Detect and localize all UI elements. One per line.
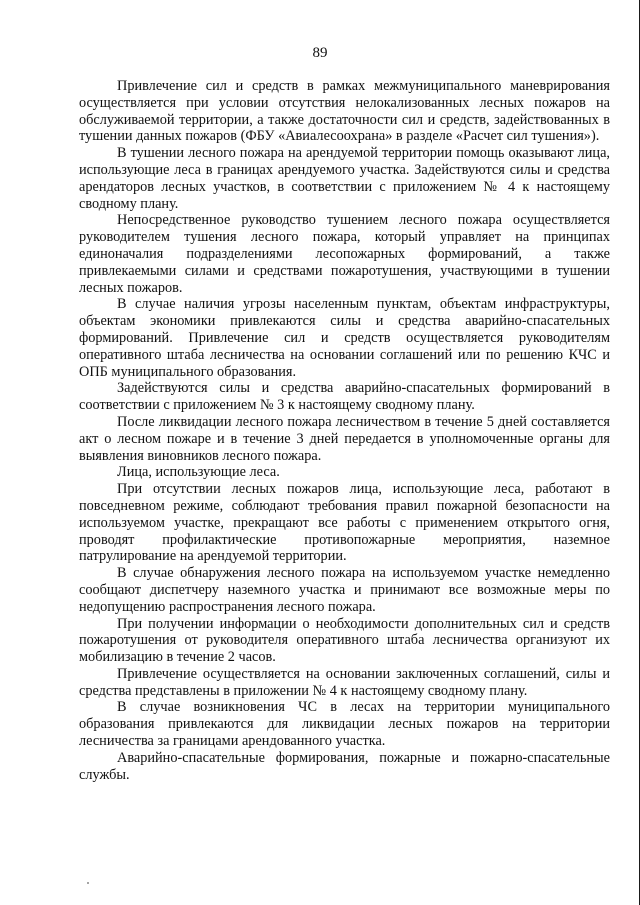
page-number: 89	[312, 45, 328, 61]
scan-speck	[87, 882, 89, 884]
paragraph: В случае обнаружения лесного пожара на используемом участке немедленно сообщают диспетчеру наземного участка и принимают все возможные меры по недопущению распространения лесного пожара.	[79, 565, 610, 615]
paragraph: Задействуются силы и средства аварийно-спасательных формирований в соответствии с приложением № 3 к настоящему сводному плану.	[79, 380, 610, 414]
paragraph: Аварийно-спасательные формирования, пожарные и пожарно-спасательные службы.	[79, 749, 610, 783]
paragraph: Лица, использующие леса.	[117, 464, 280, 481]
paragraph: В тушении лесного пожара на арендуемой территории помощь оказывают лица, использующие леса в границах арендуемого участка. Задействуются силы и средства арендаторов лесных участков, в соответствии с приложением № 4 к настоящему сводному плану.	[79, 145, 610, 212]
paragraph: После ликвидации лесного пожара лесничеством в течение 5 дней составляется акт о лесном пожаре и в течение 3 дней передается в уполномоченные органы для выявления виновников лесного пожара.	[79, 413, 610, 464]
body-text	[79, 78, 610, 783]
paragraph: В случае возникновения ЧС в лесах на территории муниципального образования привлекаются для ликвидации лесных пожаров на территории лесничества за границами арендованного участка.	[79, 699, 610, 750]
paragraph: При получении информации о необходимости дополнительных сил и средств пожаротушения от руководителя оперативного штаба лесничества организуют их мобилизацию в течение 2 часов.	[79, 615, 610, 666]
paragraph: Привлечение сил и средств в рамках межмуниципального маневрирования осуществляется при условии отсутствия нелокализованных лесных пожаров на обслуживаемой территории, а также достаточности сил и средств, задействованных в тушении данных пожаров (ФБУ «Авиалесоохрана» в разделе «Расчет сил тушения»).	[79, 78, 610, 145]
paragraph: Непосредственное руководство тушением лесного пожара осуществляется руководителем тушения лесного пожара, который управляет на принципах единоначалия подразделениями лесопожарных формирований, а также привлекаемыми силами и средствами пожаротушения, участвующими в тушении лесных пожаров.	[79, 212, 610, 296]
paragraph: В случае наличия угрозы населенным пунктам, объектам инфраструктуры, объектам экономики привлекаются силы и средства аварийно-спасательных формирований. Привлечение сил и средств осуществляется руководителям оперативного штаба лесничества на основании соглашений или по решению КЧС и ОПБ муниципального образования.	[79, 296, 610, 380]
paragraph: При отсутствии лесных пожаров лица, использующие леса, работают в повседневном режиме, соблюдают требования правил пожарной безопасности на используемом участке, прекращают все работы с применением открытого огня, проводят профилактические противопожарные мероприятия, наземное патрулирование на арендуемой территории.	[79, 481, 610, 565]
paragraph: Привлечение осуществляется на основании заключенных соглашений, силы и средства представлены в приложении № 4 к настоящему сводному плану.	[79, 665, 610, 699]
